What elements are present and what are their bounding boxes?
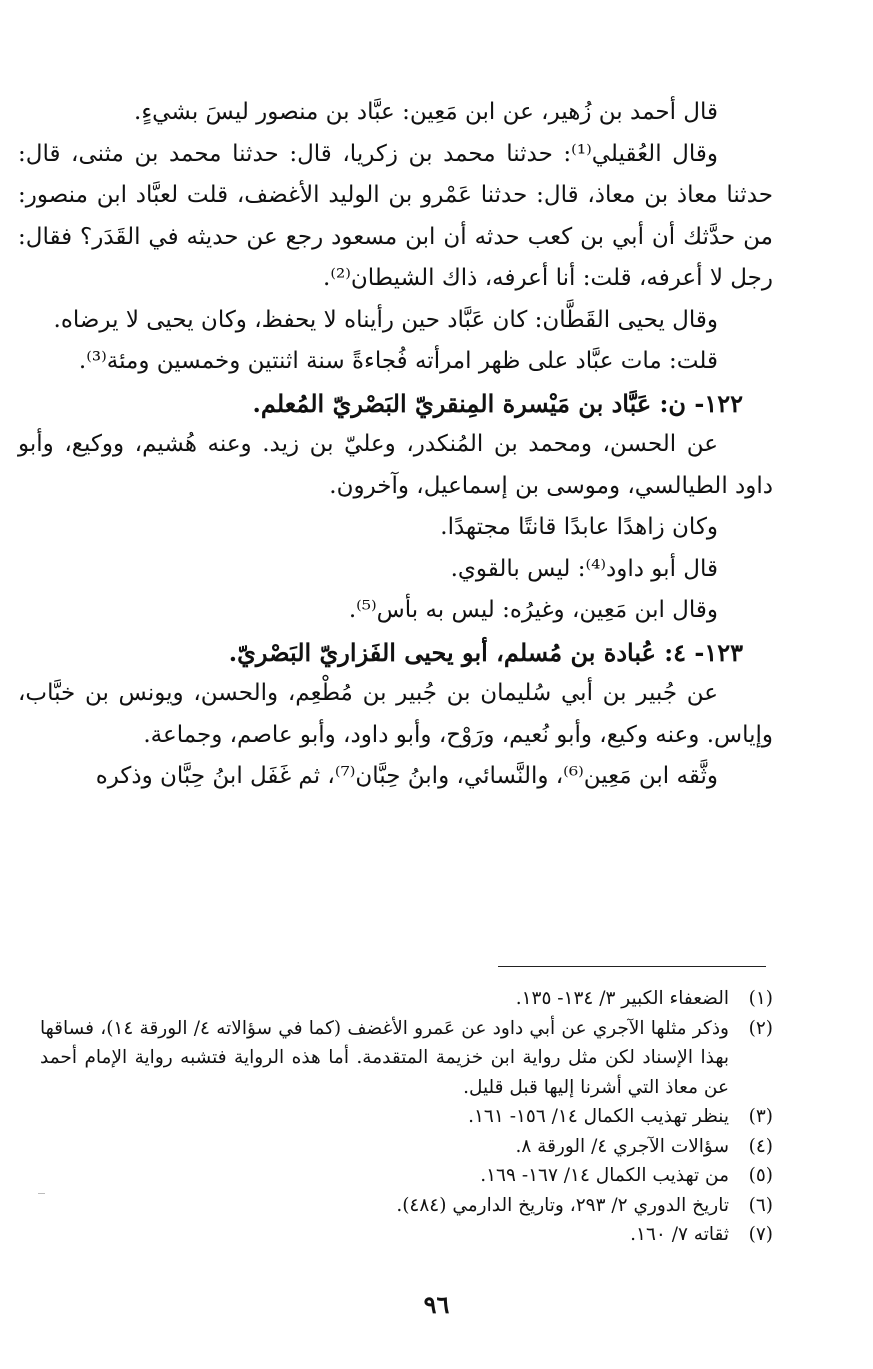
footnote (40, 1191, 773, 1221)
main-text-body (18, 92, 773, 798)
paragraph: وكان زاهدًا عابدًا قانتًا مجتهدًا. (440, 514, 718, 540)
paragraph: عن الحسن، ومحمد بن المُنكدر، وعليّ بن زيد. وعنه هُشيم، ووكيع، وأبو داود الطيالسي، وموسى بن إسماعيل، وآخرون. (18, 431, 773, 499)
paragraph: وقال العُقيلي⁽¹⁾: حدثنا محمد بن زكريا، قال: حدثنا محمد بن مثنى، قال: حدثنا معاذ بن معاذ، قال: حدثنا عَمْرو بن الوليد الأغضف، قلت لعبَّاد ابن منصور: من حدَّثك أن أبي بن كعب حدثه أن ابن مسعود رجع عن حديثه في القَدَر؟ فقال: رجل لا أعرفه، قلت: أنا أعرفه، ذاك الشيطان⁽²⁾. (18, 140, 773, 291)
footnote-number: (٣) (748, 1106, 773, 1127)
footnote (40, 1220, 773, 1250)
footnote-separator (498, 966, 766, 967)
footnote-text: ثقاته ٧/ ١٦٠. (630, 1224, 729, 1245)
footnote-number: (٥) (748, 1165, 773, 1186)
footnote-text: تاريخ الدوري ٢/ ٢٩٣، وتاريخ الدارمي (٤٨٤). (396, 1194, 729, 1216)
paragraph: وثَّقه ابن مَعِين⁽⁶⁾، والنَّسائي، وابنُ حِبَّان⁽⁷⁾، ثم غَفَل ابنُ حِبَّان وذكره (95, 763, 718, 789)
footnote-number: (٢) (748, 1017, 773, 1039)
paragraph: قلت: مات عبَّاد على ظهر امرأته فُجاءةً سنة اثنتين وخمسين ومئة⁽³⁾. (78, 348, 718, 374)
footnote-number: (١) (748, 988, 773, 1009)
footnote (40, 1014, 773, 1103)
footnote-number: (٦) (748, 1194, 773, 1216)
entry-heading: ١٢٢- ن: عَبَّاد بن مَيْسرة المِنقريّ البَصْريّ المُعلم. (252, 388, 743, 418)
paragraph: وقال ابن مَعِين، وغيرُه: ليس به بأس⁽⁵⁾. (348, 597, 718, 623)
page-number: ٩٦ (423, 1290, 450, 1319)
footnote (40, 1161, 773, 1191)
footnote-text: ينظر تهذيب الكمال ١٤/ ١٥٦- ١٦١. (468, 1106, 729, 1127)
footnotes-section (40, 984, 773, 1250)
footnote-text: من تهذيب الكمال ١٤/ ١٦٧- ١٦٩. (480, 1165, 729, 1186)
paragraph: وقال يحيى القَطَّان: كان عَبَّاد حين رأيناه لا يحفظ، وكان يحيى لا يرضاه. (53, 306, 718, 333)
paragraph: قال أبو داود⁽⁴⁾: ليس بالقوي. (450, 555, 718, 582)
footnote-number: (٤) (748, 1135, 773, 1157)
footnote-text: وذكر مثلها الآجري عن أبي داود عن عَمرو الأغضف (كما في سؤالاته ٤/ الورقة ١٤)، فساقها بهذا الإسناد لكن مثل رواية ابن خزيمة المتقدمة. أما هذه الرواية فتشبه رواية الإمام أحمد عن معاذ التي أشرنا إليها قبل قليل. (40, 1017, 729, 1098)
paragraph: قال أحمد بن زُهير، عن ابن مَعِين: عبَّاد بن منصور ليسَ بشيءٍ. (134, 99, 718, 125)
entry-heading: ١٢٣- ٤: عُبادة بن مُسلم، أبو يحيى الفَزاريّ البَصْريّ. (228, 637, 743, 667)
scan-speck (38, 1193, 45, 1194)
paragraph: عن جُبير بن أبي سُليمان بن جُبير بن مُطْعِم، والحسن، ويونس بن خبَّاب، وإياس. وعنه وكيع، وأبو نُعيم، ورَوْح، وأبو داود، وأبو عاصم، وجماعة. (18, 680, 773, 748)
footnote (40, 1132, 773, 1162)
footnote (40, 984, 773, 1014)
footnote-text: سؤالات الآجري ٤/ الورقة ٨. (515, 1135, 729, 1157)
footnote (40, 1102, 773, 1132)
footnote-text: الضعفاء الكبير ٣/ ١٣٤- ١٣٥. (515, 988, 729, 1009)
footnote-number: (٧) (748, 1224, 773, 1245)
